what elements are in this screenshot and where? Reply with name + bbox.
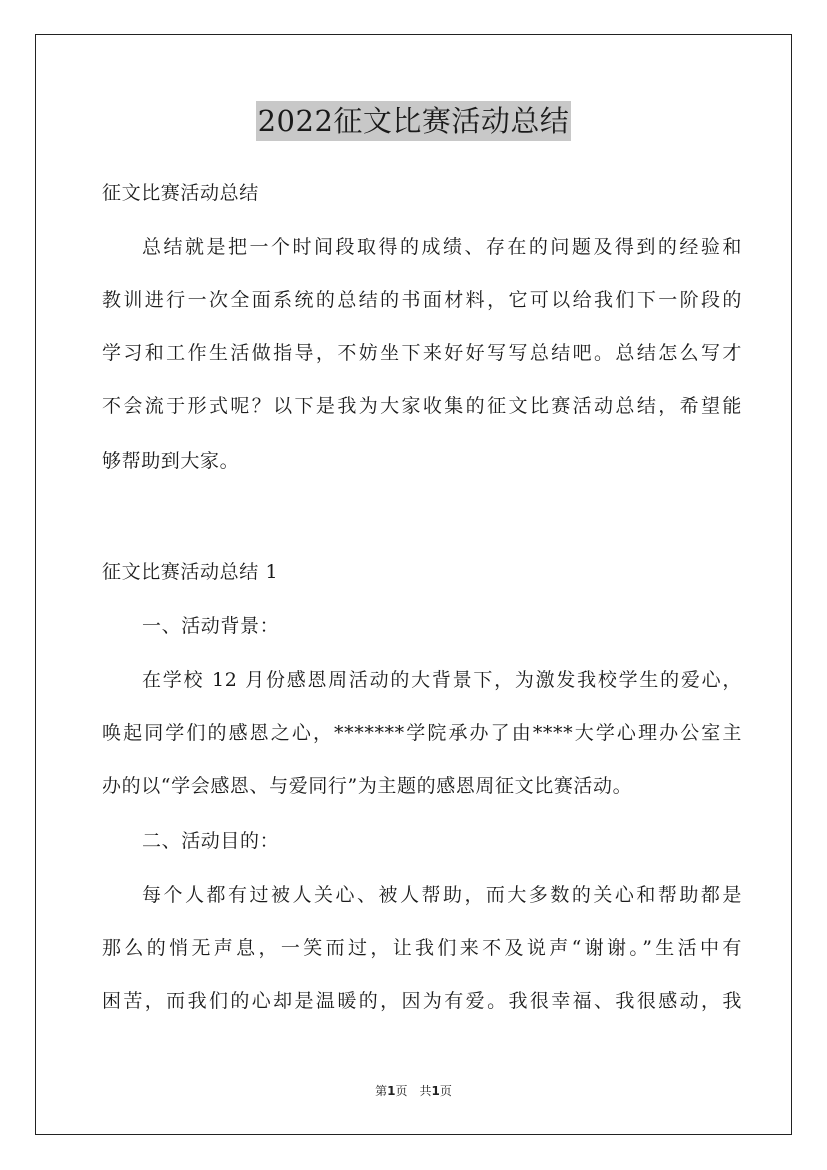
paragraph-line: 每个人都有过被人关心、被人帮助，而大多数的关心和帮助都是: [142, 884, 742, 906]
document-title: 2022征文比赛活动总结: [256, 101, 572, 141]
footer-page-number: 1: [387, 1084, 396, 1098]
footer-suffix: 页: [439, 1084, 452, 1098]
paragraph-line: 学习和工作生活做指导，不妨坐下来好好写写总结吧。总结怎么写才: [102, 342, 742, 364]
footer-total-pages: 1: [431, 1084, 440, 1098]
paragraph-line: 办的以“学会感恩、与爱同行”为主题的感恩周征文比赛活动。: [102, 775, 633, 797]
page-footer: [0, 1083, 827, 1099]
footer-prefix: 第: [375, 1084, 388, 1098]
paragraph-line: 二、活动目的：: [142, 830, 280, 852]
paragraph-line: 那么的悄无声息，一笑而过，让我们来不及说声“谢谢。”生活中有: [102, 937, 742, 959]
paragraph-line: 总结就是把一个时间段取得的成绩、存在的问题及得到的经验和: [142, 236, 742, 258]
paragraph-line: 一、活动背景：: [142, 615, 280, 637]
paragraph-line: 征文比赛活动总结 1: [102, 561, 279, 583]
paragraph-line: 够帮助到大家。: [102, 450, 240, 472]
paragraph-line: 教训进行一次全面系统的总结的书面材料，它可以给我们下一阶段的: [102, 289, 742, 311]
paragraph-line: 不会流于形式呢？以下是我为大家收集的征文比赛活动总结，希望能: [102, 395, 742, 417]
paragraph-line: 唤起同学们的感恩之心，*******学院承办了由****大学心理办公室主: [102, 722, 742, 744]
paragraph-line: 在学校 12 月份感恩周活动的大背景下，为激发我校学生的爱心，: [142, 669, 742, 691]
paragraph-line: 征文比赛活动总结: [102, 182, 259, 204]
paragraph-line: 困苦，而我们的心却是温暖的，因为有爱。我很幸福、我很感动，我: [102, 990, 742, 1012]
title-container: [0, 101, 827, 141]
footer-mid: 页 共: [395, 1084, 432, 1098]
